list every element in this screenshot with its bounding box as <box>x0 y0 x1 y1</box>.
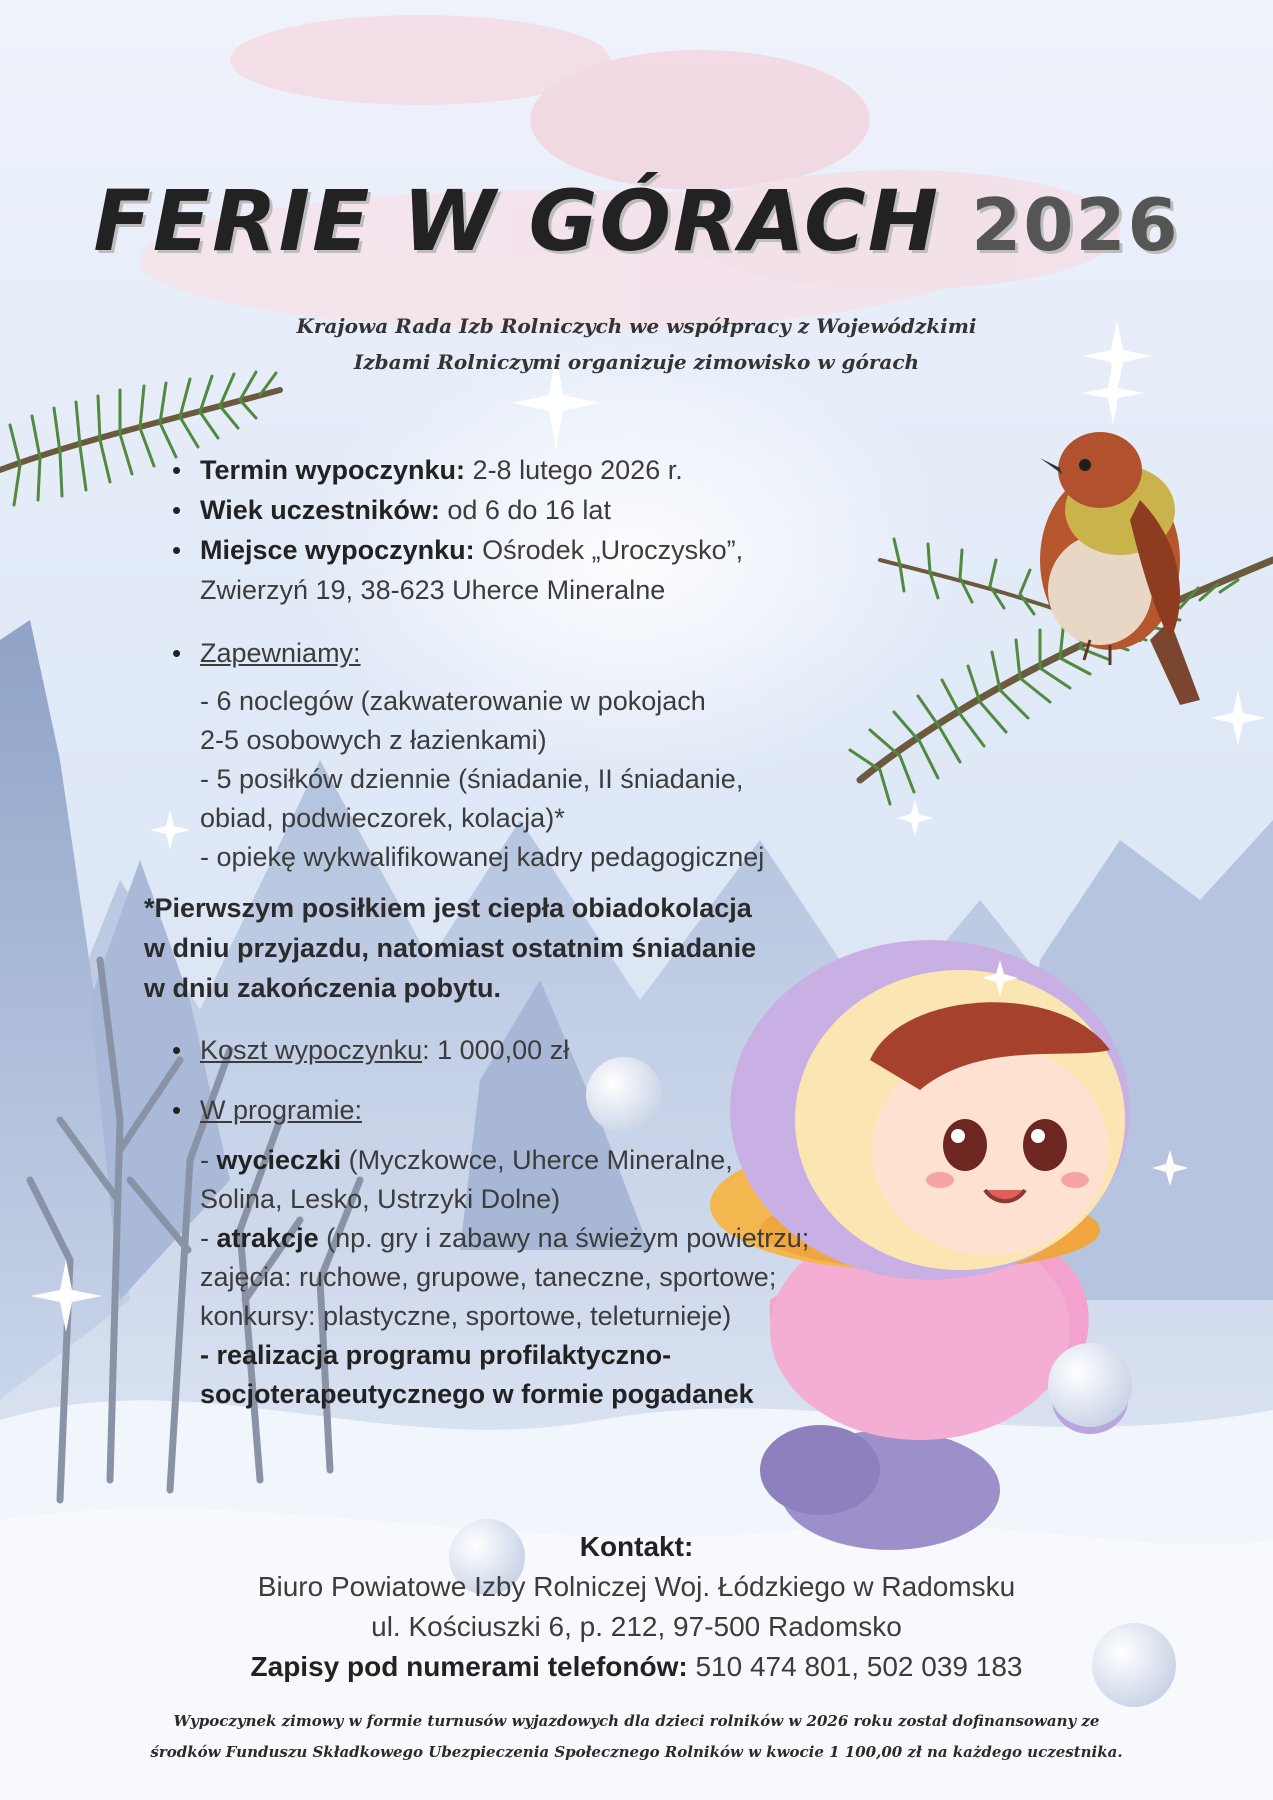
provide-line-1: - 6 noclegów (zakwaterowanie w pokojach <box>200 686 706 716</box>
subtitle <box>180 308 1093 380</box>
title-main: FERIE W GÓRACH <box>93 172 940 270</box>
funding-footer <box>0 1706 1273 1768</box>
provide-line-2: 2-5 osobowych z łazienkami) <box>200 725 547 755</box>
cost-item <box>200 1030 569 1070</box>
note-line-2: w dniu przyjazdu, natomiast ostatnim śniadanie <box>144 933 757 963</box>
provide-list <box>200 633 361 673</box>
meal-note <box>144 888 756 1008</box>
program-label-item <box>200 1090 362 1130</box>
footer-line-2: środków Funduszu Składkowego Ubezpieczenia Społecznego Rolników w kwocie 1 100,00 zł na każdego uczestnika. <box>150 1743 1123 1761</box>
info-list <box>200 450 743 610</box>
phones-label: Zapisy pod numerami telefonów: <box>250 1651 688 1682</box>
provide-line-4: obiad, podwieczorek, kolacja)* <box>200 803 565 833</box>
realization-line-1: - realizacja programu profilaktyczno- <box>200 1340 672 1370</box>
age-item: • Wiek uczestników: od 6 do 16 lat <box>200 490 743 530</box>
attractions-label: atrakcje <box>216 1223 319 1253</box>
contact-office: Biuro Powiatowe Izby Rolniczej Woj. Łódzkiego w Radomsku <box>257 1571 1016 1602</box>
note-line-3: w dniu zakończenia pobytu. <box>144 973 502 1003</box>
cost-value: : 1 000,00 zł <box>422 1035 570 1065</box>
subtitle-line-1: Krajowa Rada Izb Rolniczych we współpracy z Wojewódzkimi <box>296 314 977 338</box>
contact-section <box>0 1527 1273 1687</box>
trips-line-2: Solina, Lesko, Ustrzyki Dolne) <box>200 1184 561 1214</box>
trips-label: wycieczki <box>216 1145 342 1175</box>
subtitle-line-2: Izbami Rolniczymi organizuje zimowisko w górach <box>353 350 920 374</box>
contact-heading: Kontakt: <box>579 1531 694 1562</box>
program-label: • W programie: <box>200 1090 362 1130</box>
place-item: • Miejsce wypoczynku: Ośrodek „Uroczysko”, <box>200 530 743 570</box>
provide-line-5: - opiekę wykwalifikowanej kadry pedagogicznej <box>200 842 765 872</box>
place-line-2: Zwierzyń 19, 38-623 Uherce Mineralne <box>200 575 666 605</box>
cost-label: Koszt wypoczynku <box>200 1035 423 1065</box>
footer-line-1: Wypoczynek zimowy w formie turnusów wyjazdowych dla dzieci rolników w 2026 roku został dofinansowany ze <box>173 1712 1100 1730</box>
robin-bird <box>1040 432 1200 705</box>
term-item: • Termin wypoczynku: 2-8 lutego 2026 r. <box>200 450 743 490</box>
attractions-line-3: konkursy: plastyczne, sportowe, teleturnieje) <box>200 1301 732 1331</box>
phone-numbers: 510 474 801, 502 039 183 <box>687 1651 1023 1682</box>
realization-line-2: socjoterapeutycznego w formie pogadanek <box>200 1379 754 1409</box>
title-year: 2026 <box>971 183 1180 267</box>
provide-items <box>200 682 764 877</box>
provide-line-3: - 5 posiłków dziennie (śniadanie, II śniadanie, <box>200 764 744 794</box>
note-line-1: *Pierwszym posiłkiem jest ciepła obiadokolacja <box>144 893 752 923</box>
provide-label: • Zapewniamy: <box>200 633 361 673</box>
attractions-line-2: zajęcia: ruchowe, grupowe, taneczne, sportowe; <box>200 1262 777 1292</box>
contact-address: ul. Kościuszki 6, p. 212, 97-500 Radomsko <box>371 1611 902 1642</box>
program-items: - wycieczki (Myczkowce, Uherce Mineralne, Solina, Lesko, Ustrzyki Dolne) - atrakcje (np. gry i zabawy na świeżym powietrzu; zajęcia: ruchowe, grupowe, taneczne, sportowe; konkursy: plastyczne, sportowe, teleturnieje) - realizacja programu profilaktyczno- socjoterapeutycznego w formie pogadanek <box>200 1141 809 1414</box>
page-title <box>0 172 1273 270</box>
